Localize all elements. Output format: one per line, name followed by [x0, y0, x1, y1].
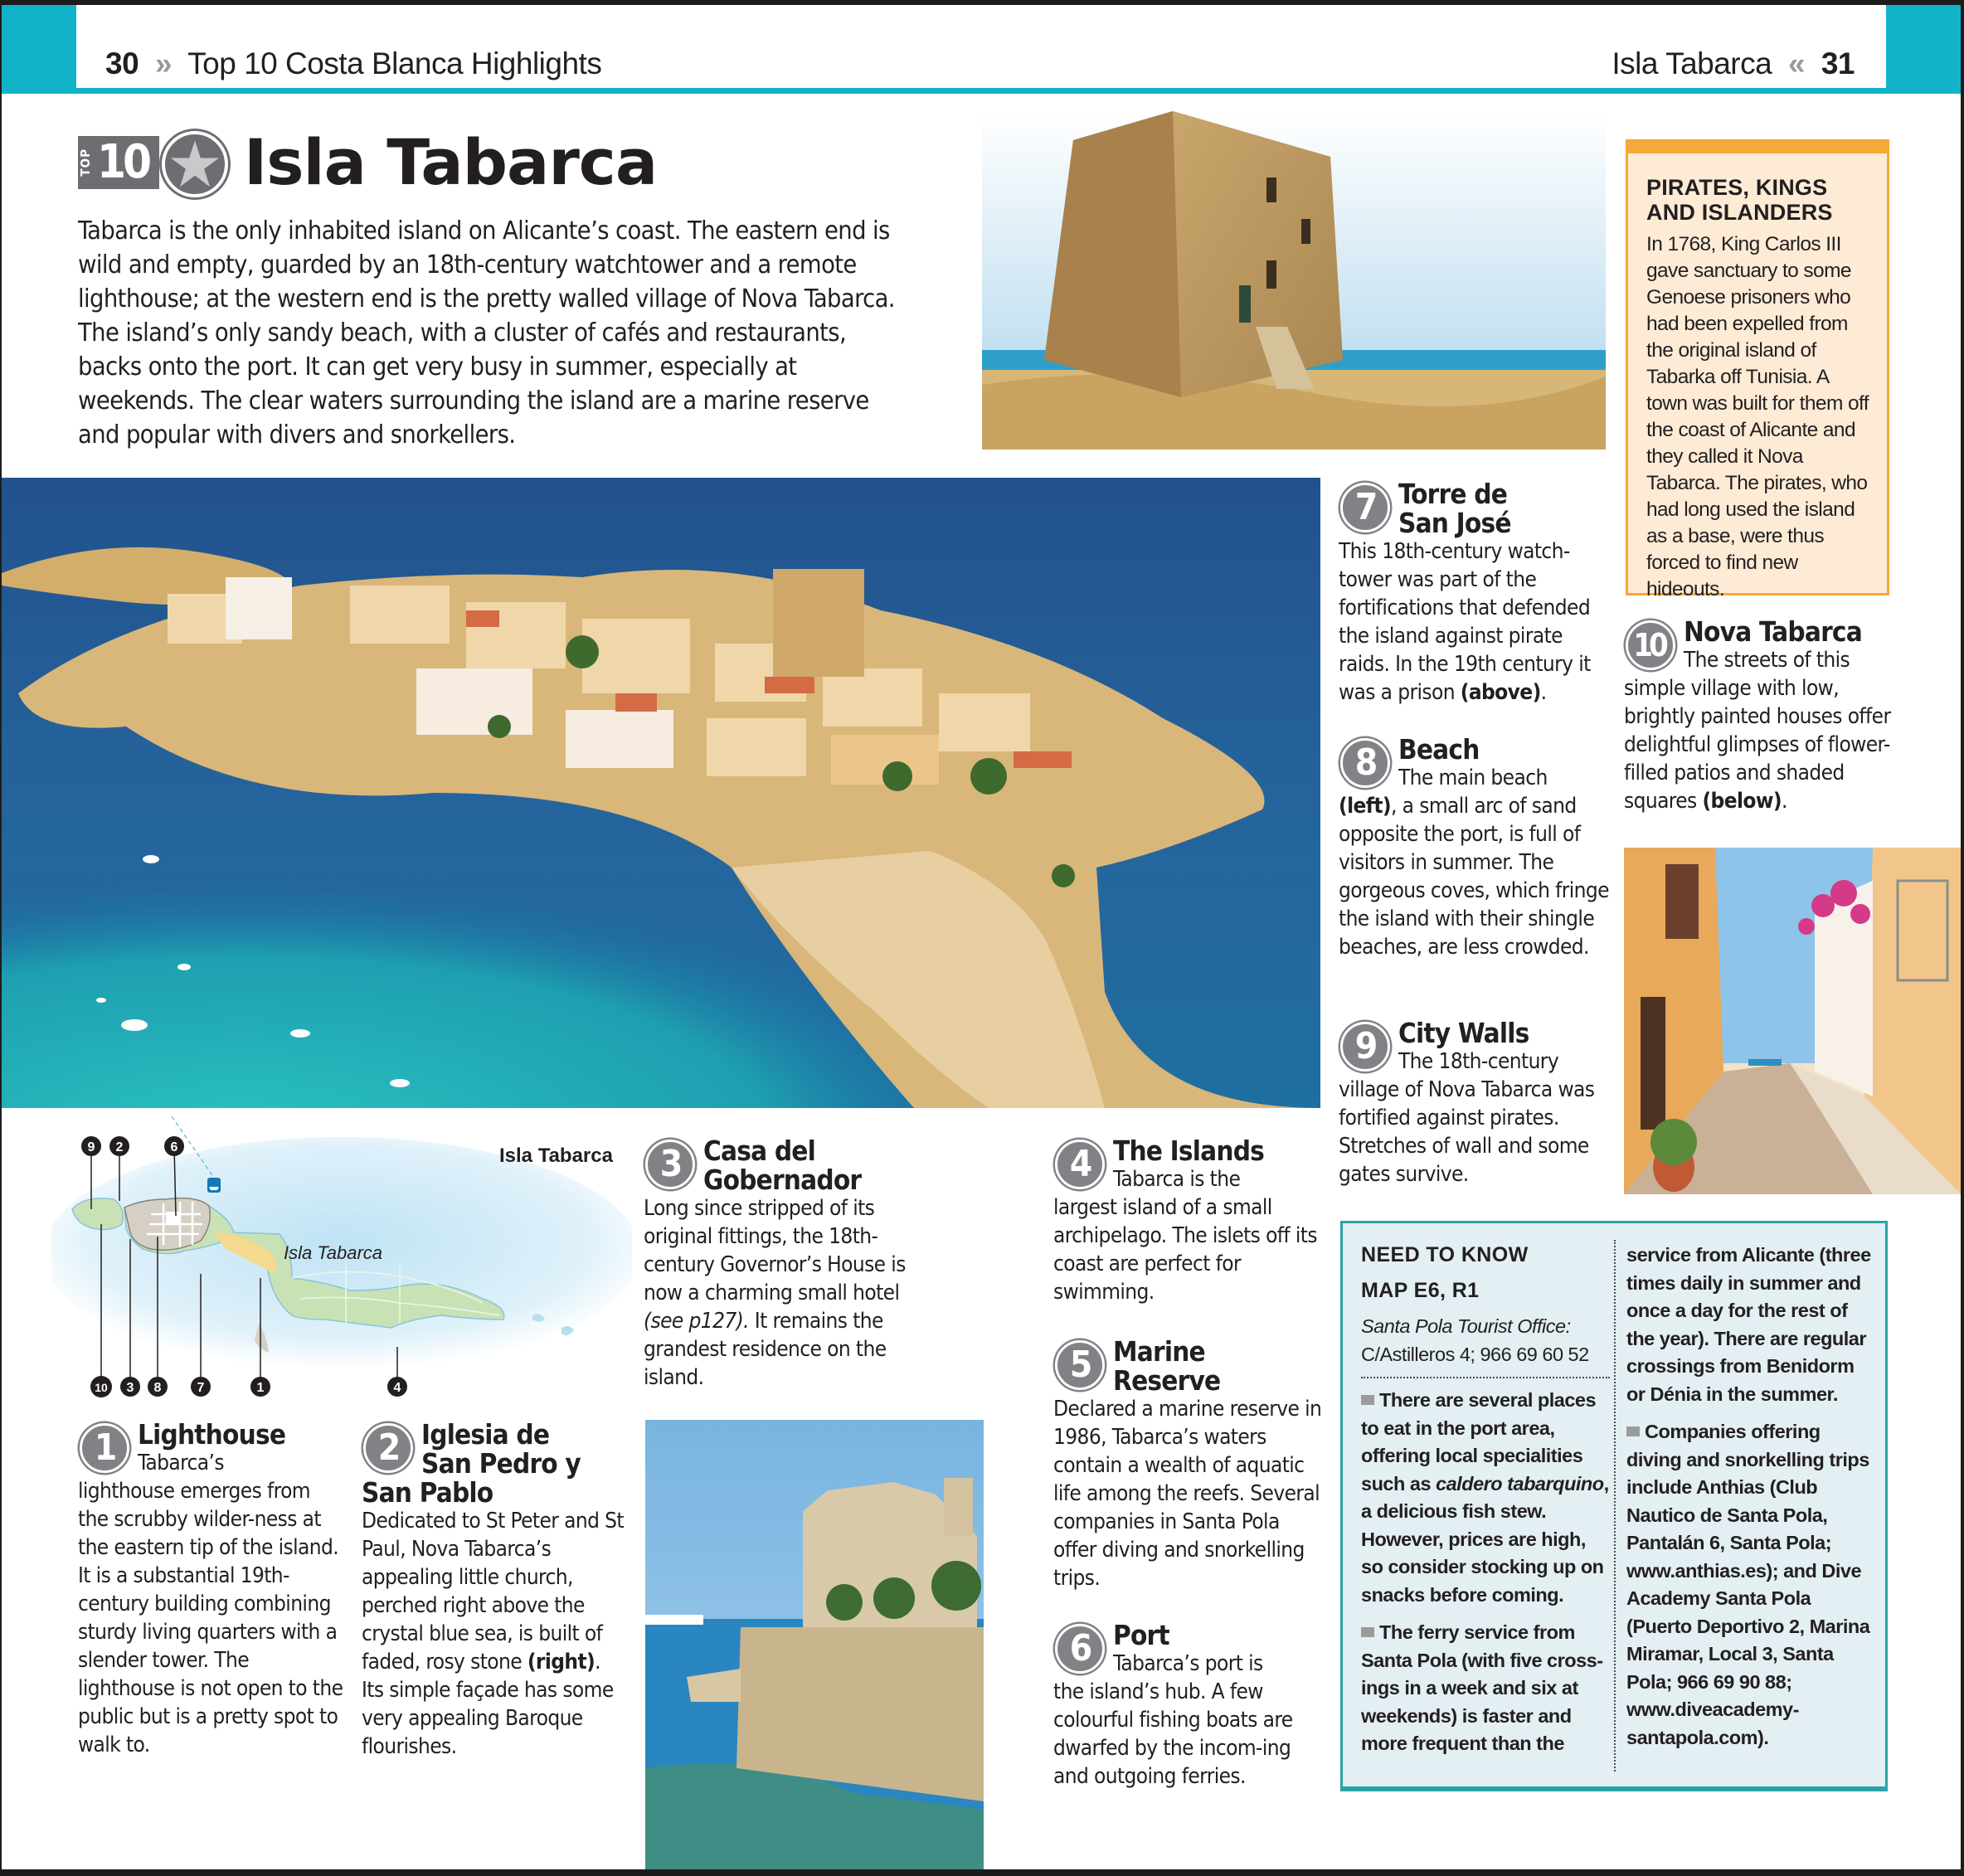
sidebar-title — [1646, 175, 1872, 225]
tip-ferry — [1361, 1619, 1610, 1758]
pirates-sidebar — [1626, 139, 1889, 600]
entry-title: Beach — [1398, 733, 1480, 765]
page-ref: (see p127). — [644, 1309, 749, 1334]
entry-lead: Tabarca is the — [1113, 1167, 1241, 1192]
body-text: . — [1540, 680, 1547, 705]
entry-body — [1339, 792, 1612, 961]
number-badge-6: 6 — [1055, 1624, 1105, 1674]
tip-italic: caldero tabarquino — [1436, 1472, 1604, 1494]
entry-lead: The 18th-century — [1398, 1049, 1559, 1074]
entry-title-line2: Reserve — [1113, 1364, 1221, 1397]
number-badge-8: 8 — [1340, 738, 1390, 788]
entry-title: Port — [1113, 1619, 1169, 1651]
number-badge-1: 1 — [80, 1423, 129, 1473]
svg-text:3: 3 — [126, 1381, 134, 1395]
map-reference: MAP E6, R1 — [1361, 1279, 1480, 1302]
svg-text:9: 9 — [87, 1140, 95, 1154]
bullet-icon — [1361, 1395, 1374, 1405]
number-badge-9: 9 — [1340, 1022, 1390, 1072]
running-head-left — [105, 46, 601, 81]
chevron-left-icon: « — [1787, 46, 1806, 80]
need-to-know-heading: NEED TO KNOW — [1361, 1243, 1529, 1266]
left-edge-tab — [2, 5, 76, 93]
entry-title: Nova Tabarca — [1684, 615, 1862, 648]
body-text: simple village with low, brightly painted houses offer delightful glimpses of flower-filled patios and shaded squares — [1624, 676, 1891, 814]
entry-body: the island’s hub. A few colourful fishing boats are dwarfed by the incom-ing and outgoing ferries. — [1053, 1679, 1293, 1789]
entry-title-line2: San Pedro y — [421, 1447, 581, 1480]
body-text: This 18th-century watch-tower was part of the fortifications that defended the island against pirate raids. In the 19th century it was a prison — [1339, 539, 1591, 705]
svg-text:6: 6 — [170, 1140, 178, 1154]
intro-paragraph: Tabarca is the only inhabited island on Alicante’s coast. The eastern end is wild and empty, guarded by an 18th-century watchtower and a remote lighthouse; at the western end is the pretty walled village of Nova Tabarca. The island’s only sandy beach, with a cluster of cafés and restaurants, backs onto the port. It can get very busy in summer, especially at weekends. The clear waters surrounding the island are a marine reserve and popular with divers and snorkellers. — [78, 216, 895, 450]
column-divider — [1614, 1240, 1616, 1772]
entry-port — [1053, 1621, 1327, 1791]
entry-title-line3: San Pablo — [362, 1476, 493, 1509]
body-text: . Its simple façade has some very appealing Baroque flourishes. — [362, 1650, 614, 1759]
entry-title-line2: San José — [1398, 507, 1511, 539]
entry-lead: Tabarca’s — [138, 1451, 224, 1475]
photo-ref: (right) — [527, 1650, 596, 1674]
entry-body — [1339, 537, 1612, 707]
svg-text:7: 7 — [197, 1381, 205, 1395]
entry-title: City Walls — [1398, 1017, 1529, 1049]
entry-body — [1624, 674, 1898, 815]
badge-top-label: TOP — [78, 148, 93, 177]
entry-title-line1: Iglesia de — [421, 1418, 550, 1451]
number-badge-2: 2 — [363, 1423, 413, 1473]
number-badge-10: 10 — [1626, 620, 1675, 670]
aerial-photo — [2, 478, 1320, 1108]
svg-text:2: 2 — [115, 1140, 124, 1154]
entry-the-islands — [1053, 1136, 1327, 1306]
page-title: Isla Tabarca — [244, 125, 658, 199]
entry-beach — [1339, 735, 1612, 961]
dotted-divider — [1361, 1377, 1610, 1378]
badge-ten-label: 10 — [97, 135, 149, 189]
body-text: , a small arc of sand opposite the port, is full of visitors in summer. The gorgeous coves, which fringe the island with their shingle beaches, are less crowded. — [1339, 794, 1609, 960]
need-to-know-column-2 — [1626, 1242, 1875, 1762]
entry-title-line1: Torre de — [1398, 478, 1508, 510]
number-badge-7: 7 — [1340, 483, 1390, 532]
entry-body: Declared a marine reserve in 1986, Tabarca’s waters contain a wealth of aquatic life among the reefs. Several companies in Santa Pola offer diving and snorkelling trips. — [1053, 1397, 1322, 1591]
entry-body: lighthouse emerges from the scrubby wilder-ness at the eastern tip of the island. It is a substantial 19th-century building combining sturdy living quarters with a slender tower. The lighthouse is not open to the public but is a pretty spot to walk to. — [78, 1479, 343, 1757]
tip-text: There are several places to eat in the port area, offering local specialities such as — [1361, 1389, 1597, 1494]
svg-text:4: 4 — [393, 1381, 401, 1395]
entry-title-line1: Casa del — [703, 1135, 816, 1167]
body-text: . — [1781, 789, 1787, 814]
chevron-right-icon: » — [154, 46, 173, 80]
entry-body — [362, 1507, 627, 1761]
page-number-left: 30 — [105, 46, 139, 80]
running-head-right — [1612, 46, 1855, 81]
tip-diving — [1626, 1418, 1875, 1752]
entry-title: Lighthouse — [138, 1418, 286, 1451]
svg-text:Isla Tabarca: Isla Tabarca — [284, 1242, 383, 1263]
bullet-icon — [1626, 1426, 1640, 1436]
tourist-office-address: C/Astilleros 4; 966 69 60 52 — [1361, 1343, 1589, 1365]
entry-lead: The main beach — [1398, 765, 1548, 790]
entry-city-walls — [1339, 1018, 1612, 1188]
body-text: It remains the grandest residence on the island. — [644, 1309, 887, 1390]
ferry-icon — [207, 1178, 221, 1193]
entry-title-line1: Marine — [1113, 1335, 1205, 1368]
entry-torre-san-jose — [1339, 479, 1612, 707]
tip-ferry-continued: service from Alicante (three times daily in summer and once a day for the rest of the year). There are regular crossings from Benidorm or Dénia in the summer. — [1626, 1244, 1871, 1405]
sidebar-body: In 1768, King Carlos III gave sanctuary to some Genoese prisoners who had been expelled from the original island of Tabarka off Tunisia. A town was built for them off the coast of Alicante and they called it Nova Tabarca. The pirates, who had long used the island as a base, were thus forced to find new hideouts. — [1646, 233, 1869, 600]
need-to-know-box — [1340, 1221, 1888, 1791]
entry-casa-gobernador — [644, 1136, 917, 1392]
entry-title-line2: Gobernador — [703, 1164, 862, 1196]
street-photo — [1624, 848, 1961, 1194]
tip-eating — [1361, 1387, 1610, 1609]
tip-text: Companies offering diving and snorkelling trips include Anthias (Club Nautico de Santa Pola, Pantalán 6, Santa Pola; www.anthias.es); and Dive Academy Santa Pola (Puerto Deportivo 2, Marina Miramar, Local 3, Santa Pola; 966 69 90 88; www.diveacademy-santapola.com). — [1626, 1421, 1870, 1748]
svg-text:10: 10 — [95, 1381, 108, 1394]
entry-iglesia — [362, 1420, 627, 1761]
sidebar-title-line1: PIRATES, KINGS — [1646, 175, 1828, 200]
svg-text:8: 8 — [153, 1381, 162, 1395]
svg-text:1: 1 — [256, 1381, 265, 1395]
right-edge-tab — [1886, 5, 1961, 93]
entry-body: village of Nova Tabarca was fortified against pirates. Stretches of wall and some gates survive. — [1339, 1077, 1595, 1187]
sidebar-title-line2: AND ISLANDERS — [1646, 200, 1833, 225]
number-badge-4: 4 — [1055, 1140, 1105, 1189]
need-to-know-column-1 — [1361, 1242, 1610, 1768]
photo-ref: (left) — [1339, 794, 1392, 819]
body-text: Dedicated to St Peter and St Paul, Nova Tabarca’s appealing little church, perched right above the crystal blue sea, is built of faded, rosy stone — [362, 1509, 624, 1674]
tip-text: The ferry service from Santa Pola (with five cross-ings in a week and six at weekends) is faster and more frequent than the — [1361, 1621, 1603, 1754]
map-title: Isla Tabarca — [499, 1145, 613, 1167]
entry-nova-tabarca — [1624, 617, 1898, 815]
number-badge-5: 5 — [1055, 1340, 1105, 1390]
entry-marine-reserve — [1053, 1337, 1327, 1592]
entry-title: The Islands — [1113, 1135, 1265, 1167]
star-icon — [162, 131, 228, 197]
entry-lighthouse — [78, 1420, 343, 1759]
tip-text: , a delicious fish stew. However, prices are high, so consider stocking up on snacks before coming. — [1361, 1472, 1609, 1606]
header-rule — [2, 88, 1961, 94]
book-spread — [2, 5, 1961, 1869]
page-number-right: 31 — [1821, 46, 1855, 80]
section-title-right: Isla Tabarca — [1612, 46, 1772, 80]
entry-lead: The streets of this — [1684, 648, 1850, 673]
tourist-office-label: Santa Pola Tourist Office: — [1361, 1315, 1571, 1337]
photo-ref: (below) — [1702, 789, 1782, 814]
watchtower-photo — [982, 111, 1606, 450]
entry-body — [644, 1194, 917, 1392]
entry-body: largest island of a small archipelago. The islets off its coast are perfect for swimming. — [1053, 1195, 1317, 1305]
bullet-icon — [1361, 1627, 1374, 1637]
top10-badge — [78, 136, 159, 189]
number-badge-3: 3 — [645, 1140, 695, 1189]
entry-lead: Tabarca’s port is — [1113, 1651, 1263, 1676]
section-title-left: Top 10 Costa Blanca Highlights — [187, 46, 602, 80]
photo-ref: (above) — [1460, 680, 1541, 705]
church-photo — [645, 1420, 984, 1869]
body-text: Long since stripped of its original fittings, the 18th-century Governor’s House is now a charming small hotel — [644, 1196, 906, 1305]
